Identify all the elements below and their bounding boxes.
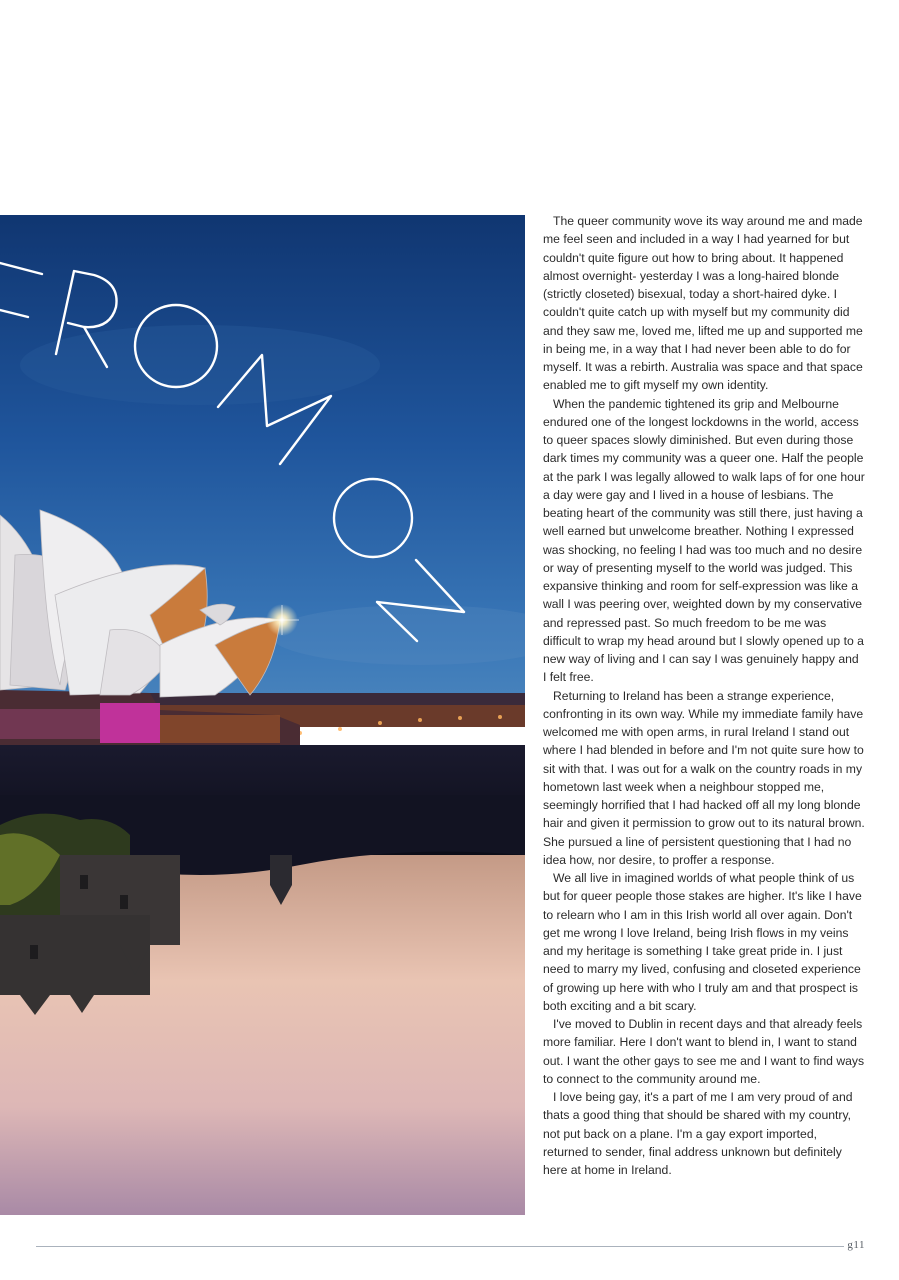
article-paragraph-2: When the pandemic tightened its grip and Melbourne endured one of the longest lockdowns in the world, access to queer spaces slowly diminished. But even during those dark times my community was a queer one. Half the people at the park I was legally allowed to walk laps of for one hour a day were gay and I lived in a house of lesbians. The beating heart of the community was still there, just having a well earned but unwelcome breather. Nothing I expressed was shocking, no feeling I had was too much and no desire or way of presenting myself to the world was judged. This expansive thinking and room for self-expression was like a wall I was peering over, weighted down by my conservative and repressed past. So much freedom to be me was difficult to wrap my head around but I slowly opened up to a new way of living and I can say I was genuinely happy and I felt free. — [543, 396, 865, 685]
footer-rule — [36, 1246, 844, 1247]
hero-photo — [0, 215, 525, 1215]
article-paragraph-4: We all live in imagined worlds of what people think of us but for queer people those stakes are higher. It's like I have to relearn who I am in this Irish world all over again. Don't get me wrong I love Ireland, being Irish flows in my veins and my heritage is something I take great pride in. I just need to marry my lived, confusing and closeted experience of growing up here with who I truly am and that prospect is both exciting and a bit scary. — [543, 871, 862, 1013]
article-paragraph-5: I've moved to Dublin in recent days and that already feels more familiar. Here I don't want to blend in, I want to stand out. I want the other gays to see me and I want to find ways to connect to the community around me. — [543, 1017, 865, 1086]
magenta-light — [100, 703, 160, 743]
article-body — [543, 212, 865, 1179]
article-paragraph-1: The queer community wove its way around me and made me feel seen and included in a way I had yearned for but couldn't quite figure out how to bring about. It happened almost overnight- yesterday I was a long-haired blonde (strictly closeted) bisexual, today a short-haired dyke. I couldn't quite catch up with myself but my community did and they saw me, loved me, lifted me up and supported me in being me, in a way that I had never been able to do for myself. It was a rebirth. Australia was space and that space enabled me to gift myself my own identity. — [543, 214, 863, 393]
photo-collage — [0, 215, 525, 1215]
article-paragraph-3: Returning to Ireland has been a strange experience, confronting in its own way. While my immediate family have welcomed me with open arms, in rural Ireland I stand out where I had blended in before and I'm not quite sure how to sit with that. I was out for a walk on the country roads in my hometown last week when a neighbour stopped me, seemingly horrified that I had hacked off all my long blonde hair and given it permission to grow out to its natural brown. She pursued a line of persistent questioning that I had no idea how, nor desire, to proffer a response. — [543, 688, 865, 867]
article-paragraph-6: I love being gay, it's a part of me I am very proud of and thats a good thing that should be shared with my country, not put back on a plane. I'm a gay export imported, returned to sender, final address unknown but definitely here at home in Ireland. — [543, 1090, 853, 1177]
page-number: g11 — [847, 1239, 865, 1251]
